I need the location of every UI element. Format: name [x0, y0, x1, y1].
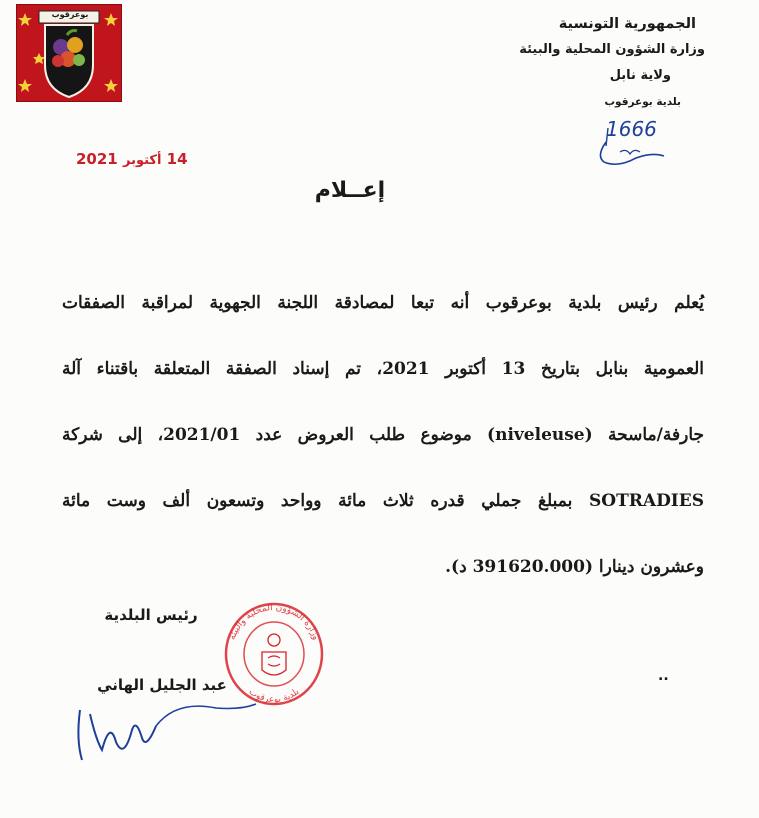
date-day: 14 [166, 150, 188, 168]
body-line: العمومية بنابل بتاريخ 13 أكتوبر 2021، تم إسناد الصفقة المتعلقة باقتناء آلة [62, 359, 704, 379]
reference-number-text: 1666 [606, 117, 657, 141]
municipality-name: بلدية بوعرقوب [604, 96, 681, 108]
handwritten-reference-number [592, 112, 672, 170]
stamp-outer-text: وزارة الشؤون المحلية والبيئة [227, 602, 321, 642]
signatory-name: عبد الجليل الهاني [97, 676, 227, 694]
body-line: وعشرون دينارا (391620.000 د). [445, 557, 704, 577]
date-month: أكتوبر [122, 153, 162, 168]
logo-banner-text: بوعرقوب [51, 10, 89, 19]
governorate-name: ولاية نابل [609, 68, 671, 83]
document-date [76, 150, 188, 168]
body-line: SOTRADIES بمبلغ جملي قدره ثلاث مائة وواحد وتسعون ألف وست مائة [62, 491, 704, 511]
trailing-mark: .. [658, 668, 669, 684]
body-line: يُعلم رئيس بلدية بوعرقوب أنه تبعا لمصادقة اللجنة الجهوية لمراقبة الصفقات [62, 293, 704, 313]
document-title: إعــلام [314, 178, 386, 203]
signatory-title: رئيس البلدية [104, 606, 198, 624]
announcement-body [62, 270, 704, 600]
body-line: جارفة/ماسحة (niveleuse) موضوع طلب العروض عدد 2021/01، إلى شركة [62, 425, 705, 445]
svg-text:بلدية بوعرقوب [247, 687, 302, 705]
official-stamp [222, 600, 326, 708]
ministry-name: وزارة الشؤون المحلية والبيئة [519, 42, 705, 57]
country-name: الجمهورية التونسية [558, 16, 696, 32]
municipality-logo [16, 4, 122, 102]
date-year: 2021 [76, 150, 118, 168]
stamp-inner-text: بلدية بوعرقوب [246, 686, 302, 706]
